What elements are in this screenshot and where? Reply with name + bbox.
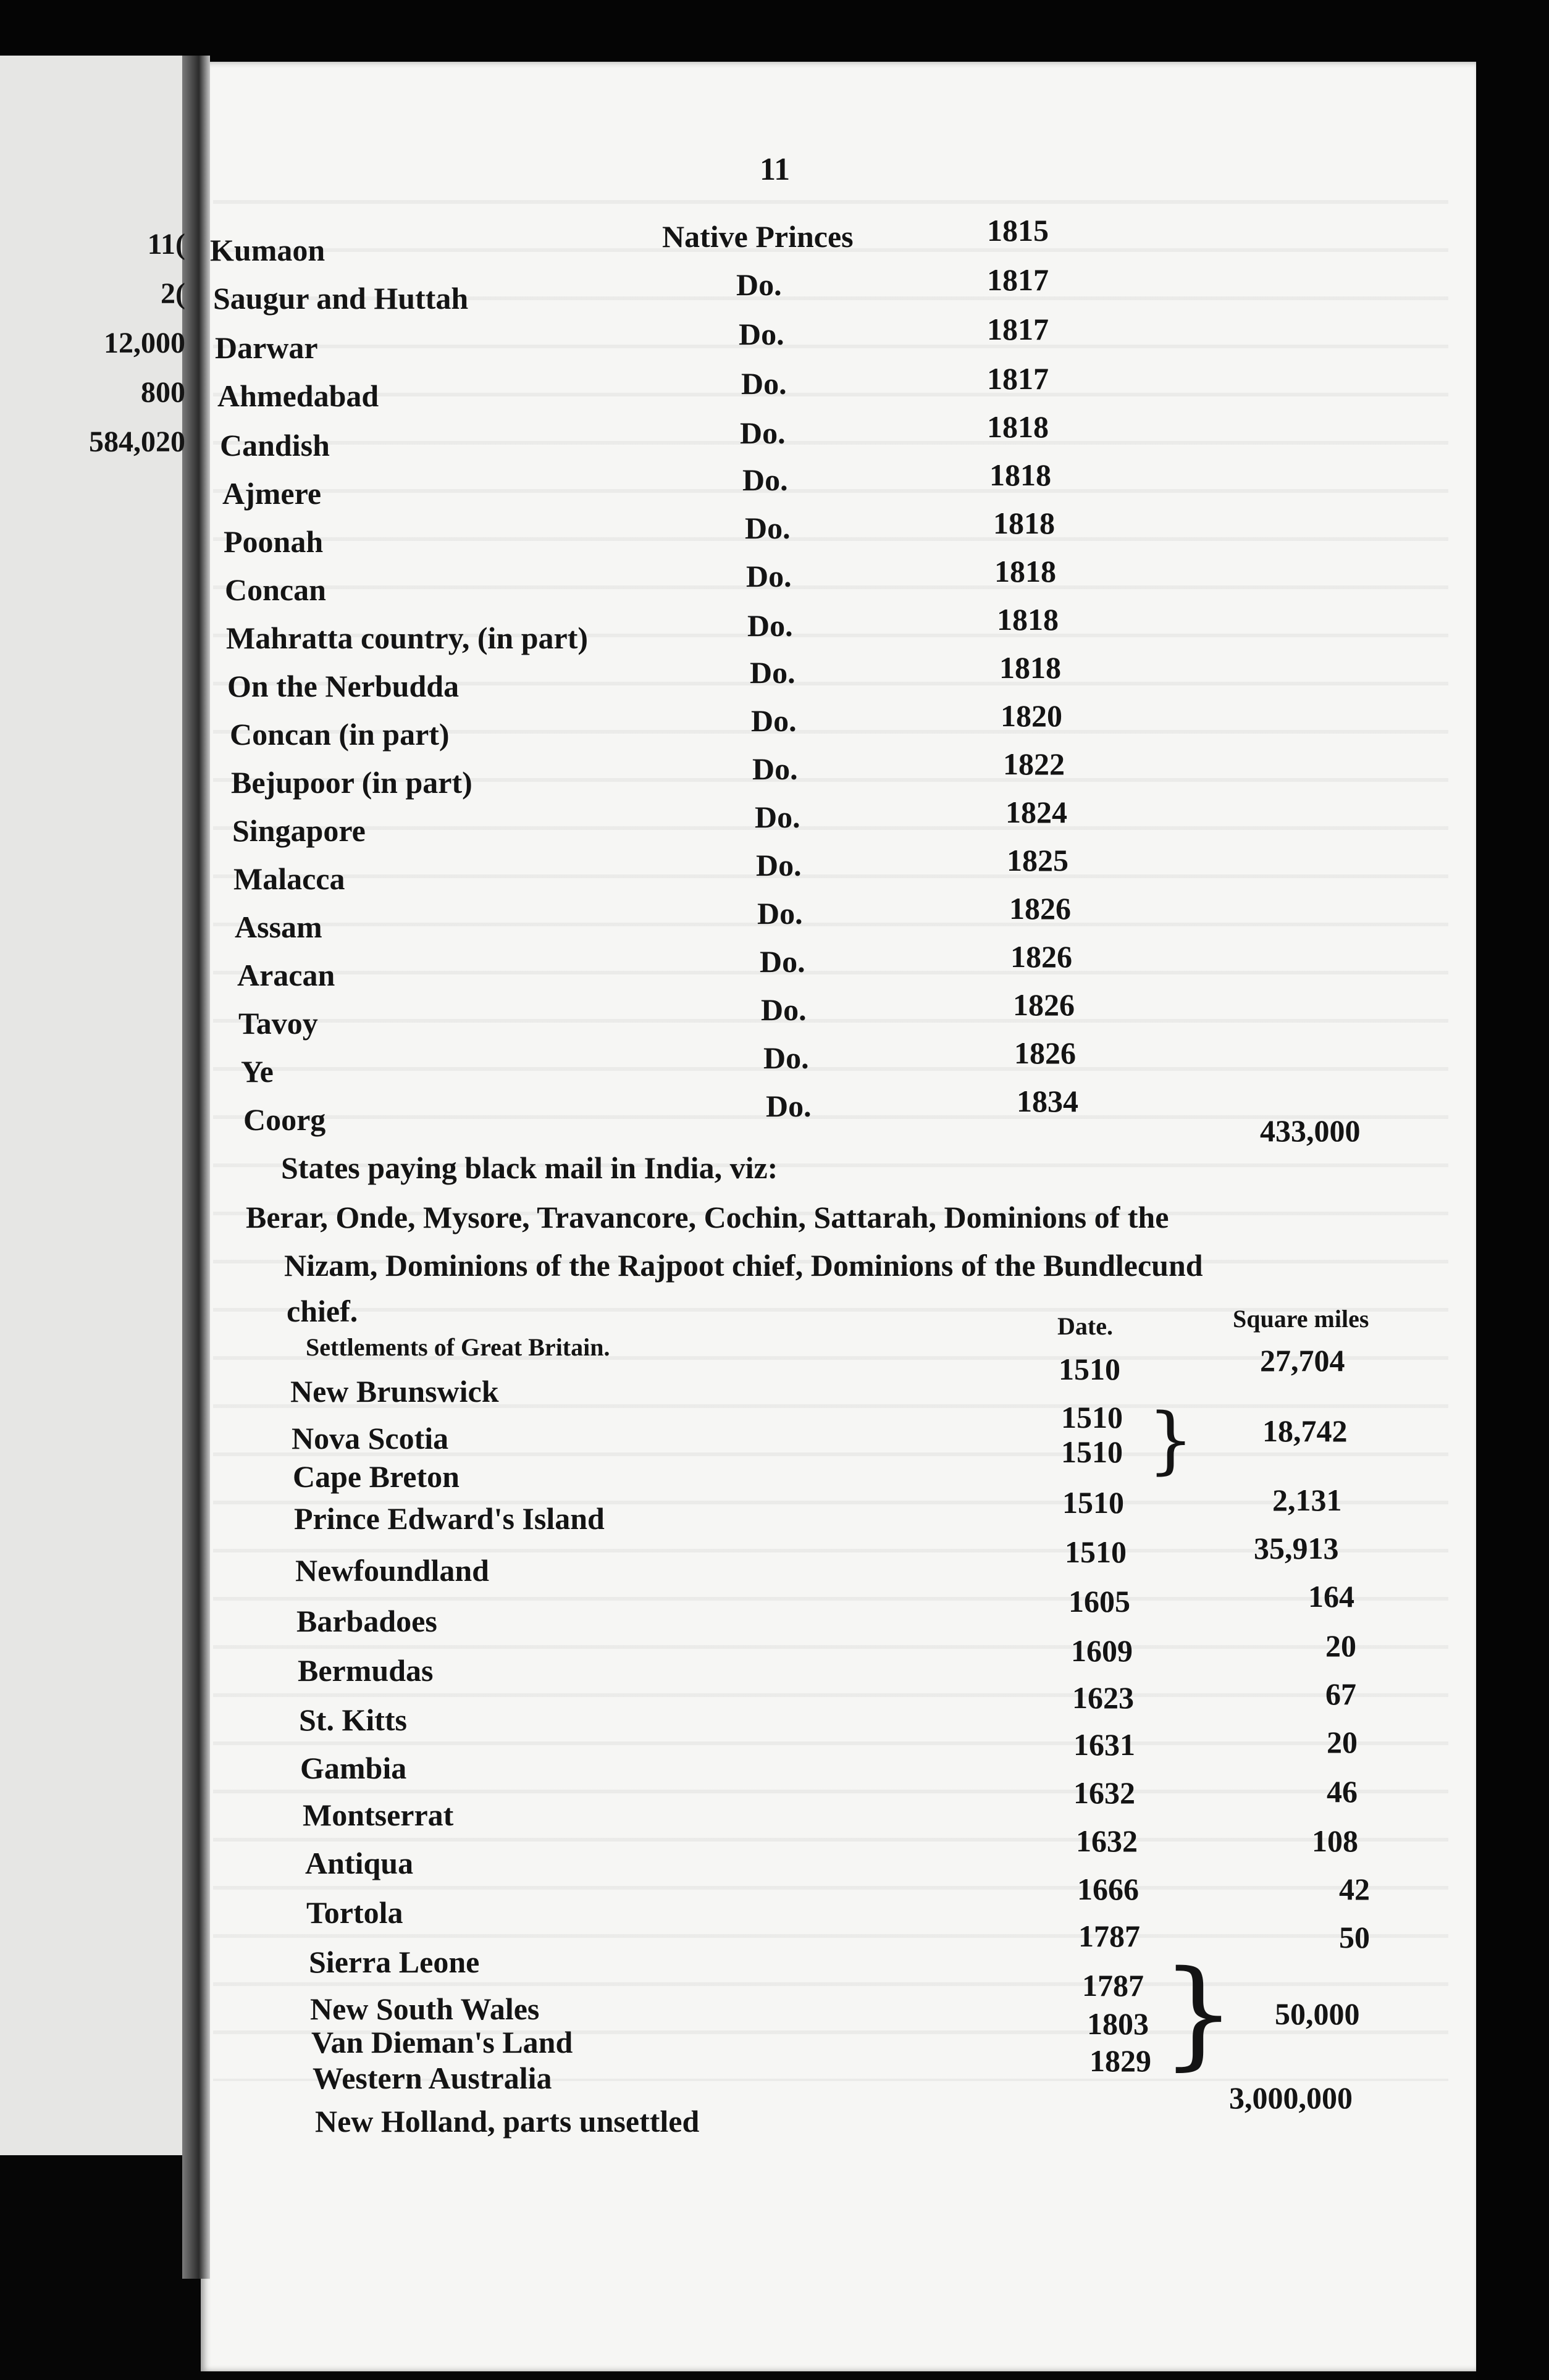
territory-source: Do. bbox=[757, 896, 803, 931]
territory-year: 1834 bbox=[1017, 1084, 1078, 1118]
territory-name: Coorg bbox=[243, 1102, 326, 1137]
settlement-date: 1803 bbox=[1087, 2006, 1149, 2041]
settlement-date: 1787 bbox=[1078, 1919, 1140, 1953]
settlement-name: Van Dieman's Land bbox=[311, 2025, 573, 2059]
settlement-date: 1666 bbox=[1077, 1872, 1139, 1906]
settlement-date: 1623 bbox=[1072, 1680, 1134, 1715]
settlement-miles: 50 bbox=[1339, 1920, 1370, 1955]
territory-name: Kumaon bbox=[210, 233, 325, 267]
territory-source: Do. bbox=[740, 416, 786, 450]
date-column-header: Date. bbox=[1057, 1312, 1113, 1340]
settlement-miles: 50,000 bbox=[1275, 1997, 1360, 2031]
settlement-miles: 20 bbox=[1325, 1628, 1356, 1663]
settlement-date: 1829 bbox=[1089, 2043, 1151, 2078]
settlement-name: New Holland, parts unsettled bbox=[315, 2104, 700, 2139]
territory-source: Do. bbox=[742, 463, 788, 497]
territory-name: Ajmere bbox=[222, 476, 322, 511]
territory-name: Tavoy bbox=[238, 1006, 318, 1041]
territory-name: Malacca bbox=[233, 861, 345, 896]
territory-year: 1818 bbox=[999, 650, 1061, 685]
territory-year: 1815 bbox=[987, 213, 1049, 248]
settlement-miles: 46 bbox=[1327, 1774, 1358, 1809]
territory-year: 1817 bbox=[987, 312, 1049, 346]
settlement-name: New South Wales bbox=[310, 1992, 540, 2026]
facing-page bbox=[0, 56, 195, 2155]
territory-source: Native Princes bbox=[662, 219, 854, 254]
settlement-miles: 2,131 bbox=[1272, 1483, 1342, 1517]
territory-name: Singapore bbox=[232, 813, 366, 848]
settlement-name: Prince Edward's Island bbox=[294, 1501, 605, 1536]
territory-source: Do. bbox=[752, 752, 798, 786]
territory-year: 1826 bbox=[1013, 987, 1075, 1022]
territory-name: Bejupoor (in part) bbox=[231, 765, 472, 800]
settlement-miles: 67 bbox=[1325, 1677, 1356, 1711]
india-total: 433,000 bbox=[1260, 1113, 1361, 1148]
territory-name: Concan (in part) bbox=[230, 717, 450, 752]
territory-name: Concan bbox=[225, 572, 326, 607]
settlement-name: Bermudas bbox=[298, 1653, 434, 1688]
margin-fragment: 12,000 bbox=[104, 327, 185, 359]
scan-right-edge bbox=[1476, 0, 1549, 2380]
settlement-date: 1510 bbox=[1062, 1485, 1124, 1520]
settlement-date: 1510 bbox=[1065, 1535, 1127, 1569]
territory-year: 1824 bbox=[1005, 795, 1067, 829]
territory-name: Mahratta country, (in part) bbox=[226, 621, 589, 655]
margin-fragment: 800 bbox=[141, 376, 185, 409]
territory-source: Do. bbox=[755, 800, 800, 834]
territory-source: Do. bbox=[741, 366, 787, 401]
settlement-name: Barbadoes bbox=[296, 1604, 437, 1638]
settlement-date: 1510 bbox=[1061, 1435, 1123, 1469]
settlements-heading: Settlements of Great Britain. bbox=[306, 1333, 610, 1361]
territory-year: 1817 bbox=[987, 262, 1049, 297]
territory-source: Do. bbox=[756, 848, 802, 882]
territory-year: 1818 bbox=[989, 458, 1051, 492]
territory-name: Saugur and Huttah bbox=[213, 281, 469, 316]
territory-name: Ahmedabad bbox=[217, 379, 379, 413]
territory-year: 1820 bbox=[1001, 698, 1062, 733]
settlement-name: Nova Scotia bbox=[292, 1421, 449, 1456]
territory-source: Do. bbox=[739, 317, 784, 351]
brace-icon: } bbox=[1148, 1397, 1194, 1482]
settlement-name: Tortola bbox=[306, 1895, 403, 1930]
territory-name: Darwar bbox=[215, 330, 318, 365]
territory-source: Do. bbox=[747, 608, 793, 643]
miles-column-header: Square miles bbox=[1233, 1305, 1369, 1333]
settlement-date: 1510 bbox=[1061, 1400, 1123, 1435]
territory-year: 1818 bbox=[997, 602, 1059, 637]
settlement-miles: 108 bbox=[1312, 1824, 1358, 1858]
settlement-date: 1605 bbox=[1068, 1584, 1130, 1619]
territory-year: 1825 bbox=[1007, 843, 1068, 878]
settlement-miles: 27,704 bbox=[1260, 1343, 1345, 1378]
territory-name: Assam bbox=[235, 910, 322, 944]
settlement-date: 1787 bbox=[1082, 1968, 1144, 2003]
page-number: 11 bbox=[760, 152, 791, 187]
margin-fragment: 584,020 bbox=[89, 425, 185, 458]
territory-year: 1826 bbox=[1009, 891, 1071, 926]
territory-year: 1818 bbox=[993, 506, 1055, 540]
territory-source: Do. bbox=[766, 1089, 812, 1123]
settlement-name: Western Australia bbox=[313, 2061, 552, 2095]
territory-year: 1826 bbox=[1010, 939, 1072, 974]
territory-name: Ye bbox=[241, 1054, 274, 1089]
settlement-name: Sierra Leone bbox=[309, 1945, 480, 1979]
settlement-name: Antiqua bbox=[305, 1846, 414, 1880]
territory-source: Do. bbox=[745, 511, 791, 545]
margin-fragment: 2( bbox=[161, 277, 185, 310]
settlement-miles: 3,000,000 bbox=[1229, 2080, 1353, 2115]
territory-source: Do. bbox=[751, 703, 797, 738]
settlement-miles: 18,742 bbox=[1262, 1414, 1348, 1448]
territory-year: 1818 bbox=[994, 554, 1056, 589]
paragraph-line: Berar, Onde, Mysore, Travancore, Cochin, Sattarah, Dominions of the bbox=[246, 1200, 1169, 1234]
territory-name: Aracan bbox=[237, 958, 335, 992]
settlement-name: Montserrat bbox=[303, 1798, 454, 1832]
book-gutter bbox=[182, 56, 210, 2279]
territory-name: On the Nerbudda bbox=[227, 669, 460, 703]
settlement-miles: 42 bbox=[1339, 1872, 1370, 1906]
territory-year: 1826 bbox=[1014, 1036, 1076, 1070]
territory-year: 1822 bbox=[1003, 747, 1065, 781]
territory-source: Do. bbox=[763, 1041, 809, 1075]
territory-name: Candish bbox=[220, 428, 330, 463]
settlement-name: New Brunswick bbox=[290, 1374, 499, 1409]
settlement-name: Gambia bbox=[300, 1751, 407, 1785]
settlement-date: 1632 bbox=[1076, 1824, 1138, 1858]
settlement-date: 1609 bbox=[1071, 1633, 1133, 1668]
paragraph-line: States paying black mail in India, viz: bbox=[281, 1150, 778, 1185]
territory-source: Do. bbox=[746, 559, 792, 593]
settlement-date: 1631 bbox=[1073, 1727, 1135, 1762]
settlement-name: Cape Breton bbox=[293, 1459, 460, 1494]
territory-year: 1817 bbox=[987, 361, 1049, 396]
paragraph-line: chief. bbox=[287, 1294, 358, 1328]
territory-name: Poonah bbox=[224, 524, 324, 559]
paragraph-line: Nizam, Dominions of the Rajpoot chief, Dominions of the Bundlecund bbox=[284, 1248, 1203, 1283]
territory-source: Do. bbox=[736, 267, 782, 302]
territory-source: Do. bbox=[761, 992, 807, 1027]
margin-fragment: 11( bbox=[147, 228, 185, 261]
settlement-name: St. Kitts bbox=[299, 1703, 407, 1737]
settlement-miles: 164 bbox=[1308, 1579, 1354, 1614]
settlement-date: 1510 bbox=[1059, 1352, 1120, 1386]
settlement-date: 1632 bbox=[1073, 1775, 1135, 1810]
territory-year: 1818 bbox=[987, 409, 1049, 444]
territory-source: Do. bbox=[750, 655, 795, 690]
settlement-name: Newfoundland bbox=[295, 1553, 489, 1588]
brace-icon: } bbox=[1161, 1945, 1236, 2082]
settlement-miles: 20 bbox=[1327, 1725, 1358, 1759]
settlement-miles: 35,913 bbox=[1254, 1531, 1339, 1565]
territory-source: Do. bbox=[760, 944, 805, 979]
